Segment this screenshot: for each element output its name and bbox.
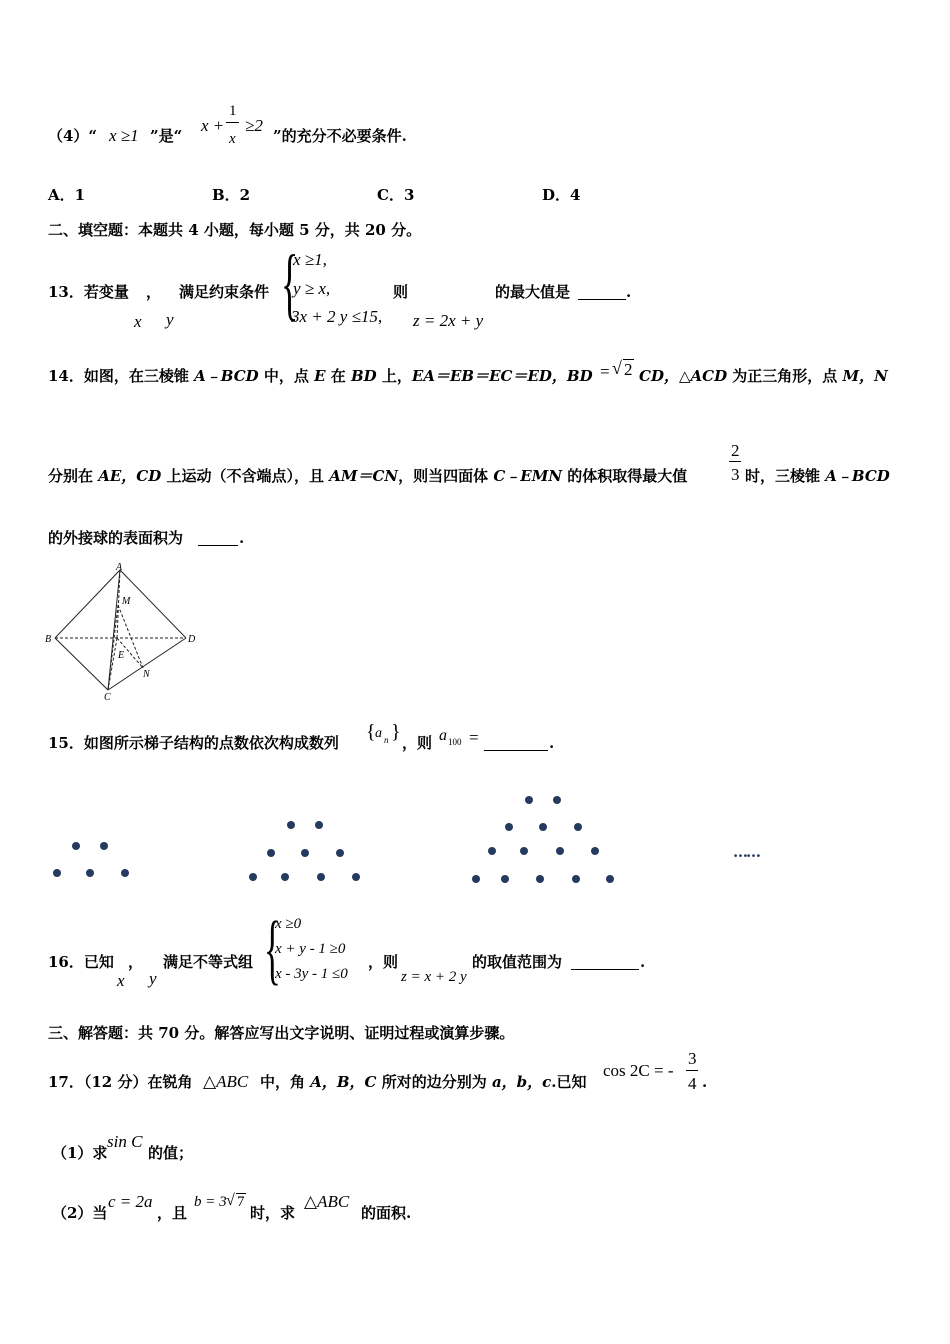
q14-segments: AE，CD [98,467,162,485]
q16-prefix: 16．已知 [48,953,114,971]
q13-end: . [626,283,632,301]
section3-heading: 三、解答题：共 70 分。解答应写出文字说明、证明过程或演算步骤。 [48,1024,515,1042]
q16-tail: 的取值范围为 [472,953,563,971]
q4-cond2-x: x + [201,116,225,135]
q14-text: ，则当四面体 [398,467,494,485]
q14-points-mn: M，N [842,367,888,385]
q17-part2-sqrt-value: 7 [237,1194,245,1210]
q4-tail: ”的充分不必要条件. [273,127,407,145]
q17-part2-c: c = 2a [108,1192,153,1211]
q14-text: 在 [325,367,351,385]
q16-var-x: x [117,971,125,990]
ladder-dot [520,847,528,855]
q14-frac-num: 2 [731,441,740,460]
q15-seq-sub: n [384,735,389,745]
q14-end: . [239,529,245,547]
q17-text: .已知 [551,1073,587,1091]
q13-z: z = 2x + y [413,311,484,330]
q16-mid: 满足不等式组 [163,953,254,971]
q4-cond2-ge: ≥2 [245,116,263,135]
q13-comma: ， [146,283,162,301]
ladder-group-1 [53,842,129,877]
q15-brace-left: { [366,721,376,743]
ladder-dot [505,823,513,831]
q17-part2-b: b = 3 [194,1194,227,1210]
q4-label: （4）“ [48,127,98,145]
q14-cd: CD， [639,367,679,385]
q13-tail: 的最大值是 [495,283,571,301]
q15-a: a [439,727,447,744]
q17-triangle: △ABC [203,1072,249,1091]
q17-cos-expr: cos 2C = - [603,1061,674,1080]
ladder-dot [317,873,325,881]
q4-mid: ”是“ [150,127,183,145]
option-b: B．2 [212,186,251,204]
q16-var-y: y [149,969,157,988]
ladder-dot [336,849,344,857]
q16-end: . [640,953,646,971]
q4-frac-den: x [229,131,236,147]
q13-prefix: 13．若变量 [48,283,129,301]
q16-z: z = x + 2 y [401,969,467,985]
q16-c3: x - 3y - 1 ≤0 [275,966,348,982]
ladder-dot [315,821,323,829]
q14-text: 时，三棱锥 [745,467,826,485]
q14-text: 中，点 [258,367,315,385]
q15-a-sub: 100 [448,737,462,747]
q15-seq: a [375,726,382,741]
ladder-group-2 [249,821,360,881]
q4-frac-num: 1 [229,103,237,119]
figure-label-a: A [116,562,123,573]
q15-eq: = [469,728,479,747]
q13-mid: 满足约束条件 [179,283,270,301]
q14-text: 的体积取得最大值 [562,467,688,485]
q14-point-e: E [314,367,326,385]
q14-frac-den: 3 [731,465,740,484]
q14-segment-bd: BD [351,367,377,385]
q17-statement [260,1075,587,1090]
q13-c3: 3x + 2 y ≤15, [291,307,383,326]
ladder-dot [86,869,94,877]
q14-am-cn: AM＝CN [329,467,399,485]
ladder-dot [100,842,108,850]
q17-part1-tail: 的值； [148,1144,194,1162]
option-d: D．4 [542,186,581,204]
q14-pyramid: A﹣BCD [194,367,259,385]
ladder-dot [249,873,257,881]
figure-label-b: B [45,634,52,645]
ladder-dot [352,873,360,881]
ladder-ellipsis: …… [733,843,759,861]
ladder-dot [553,796,561,804]
ladder-dot [572,875,580,883]
figure-label-m: M [122,596,131,607]
ladder-group-3 [472,796,614,883]
q16-answer-blank [571,957,639,970]
ladder-dot [606,875,614,883]
q17-part1-label: （1）求 [52,1144,108,1162]
q15-prefix: 15．如图所示梯子结构的点数依次构成数列 [48,734,339,752]
q16-brace: { [264,905,281,992]
ladder-dot [488,847,496,855]
q13-var-x: x [134,312,142,331]
q14-text: 14．如图，在三棱锥 [48,367,195,385]
q17-end: . [702,1073,708,1091]
figure-label-d: D [188,634,196,645]
ladder-dot [556,847,564,855]
ladder-dot [53,869,61,877]
ladder-dot [121,869,129,877]
q16-then: ，则 [368,953,399,971]
ladder-dot [539,823,547,831]
ladder-dot [525,796,533,804]
q17-text: 中，角 [260,1073,311,1091]
q17-sides: a，b，c [491,1073,552,1091]
q16-c2: x + y - 1 ≥0 [275,941,346,957]
q17-part2-mid: ，且 [157,1204,188,1222]
q14-text: 分别在 [48,467,99,485]
figure-label-c: C [104,692,111,703]
q17-text: 所对的边分别为 [376,1073,492,1091]
q16-comma: ， [128,953,144,971]
q14-text: 上运动（不含端点），且 [161,467,330,485]
q17-angles: A，B，C [310,1073,377,1091]
ladder-dot [472,875,480,883]
q14-sqrt-value: 2 [624,360,633,379]
option-c: C．3 [377,186,415,204]
ladder-dot [72,842,80,850]
ladder-dot [267,849,275,857]
ladder-dot [591,847,599,855]
figure-label-n: N [143,669,150,680]
ladder-dot [281,873,289,881]
q13-c2: y ≥ x, [293,279,331,298]
q13-c1: x ≥1, [293,250,327,269]
q4-cond1: x ≥1 [109,126,139,145]
q17-part2-triangle: △ABC [304,1192,350,1211]
q17-part2-then: 时，求 [250,1204,296,1222]
q13-then: 则 [393,283,409,301]
q13-var-y: y [166,310,174,329]
q15-brace-right: } [391,721,401,743]
ladder-dot [574,823,582,831]
q15-end: . [549,734,555,752]
q14-pyramid: A﹣BCD [825,467,890,485]
q14-eq: = [600,362,610,381]
ladder-dot [501,875,509,883]
q17-frac-bar [686,1070,698,1071]
q13-brace: { [281,240,299,328]
q14-sqrt-sign: √ [612,358,622,378]
ladder-dot [287,821,295,829]
ladder-dot [536,875,544,883]
figure-label-e: E [118,650,125,661]
q17-frac-num: 3 [688,1049,697,1068]
q17-frac-den: 4 [688,1074,697,1093]
q14-line3: 的外接球的表面积为 [48,529,184,547]
q14-equalities: EA＝EB＝EC＝ED，BD [411,367,593,385]
q14-tetra: C﹣EMN [493,467,563,485]
section2-heading: 二、填空题：本题共 4 小题，每小题 5 分，共 20 分。 [48,221,422,239]
q16-c1: x ≥0 [275,916,302,932]
q17-part1-expr: sin C [107,1132,143,1151]
q17-part2-sqrt-sign: √ [226,1192,235,1209]
q14-triangle-acd: △ACD [678,367,728,385]
q15-mid: ，则 [402,734,433,752]
q14-text: 上， [376,367,412,385]
ladder-dot [301,849,309,857]
q17-part2-label: （2）当 [52,1204,108,1222]
q14-text: 为正三角形，点 [727,367,843,385]
option-a: A．1 [48,186,86,204]
q17-part2-tail: 的面积. [361,1204,412,1222]
q17-prefix: 17．（12 分）在锐角 [48,1073,193,1091]
